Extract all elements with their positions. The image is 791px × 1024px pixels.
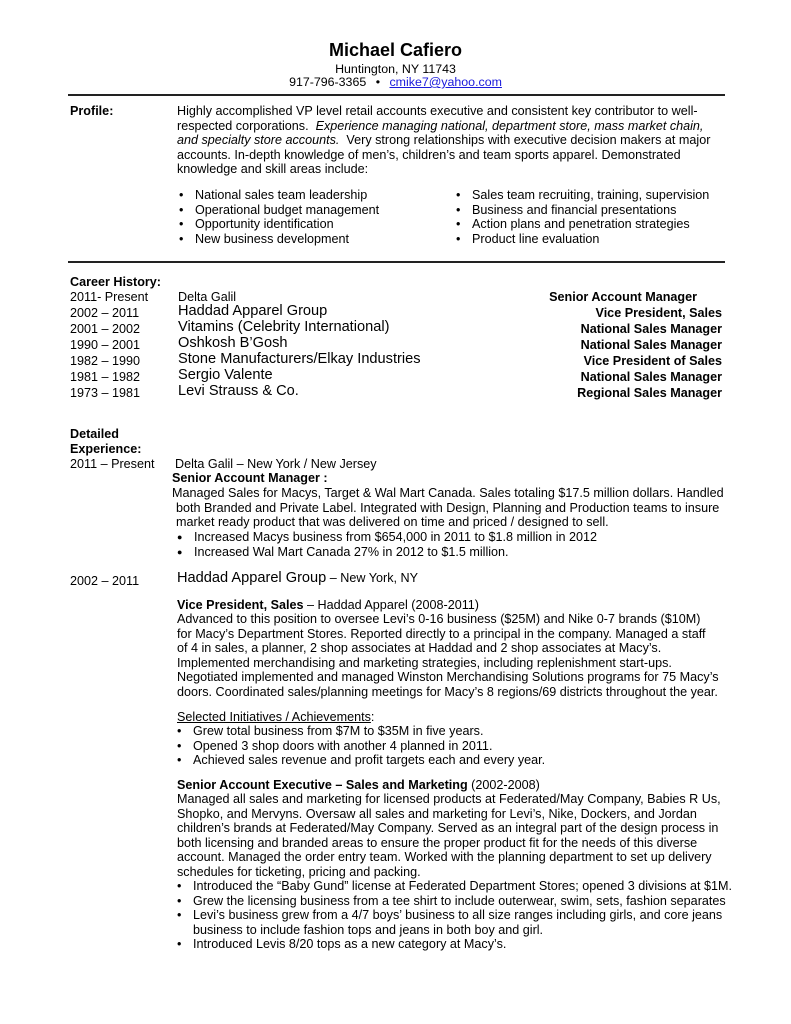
sae-line: schedules for ticketing, pricing and packing. <box>177 864 421 879</box>
history-title: National Sales Manager <box>580 338 722 352</box>
history-years: 2011- Present <box>70 290 149 304</box>
history-row <box>70 305 722 321</box>
vp-line: for Macy’s Department Stores. Reported directly to a principal in the company. Managed a staff <box>177 626 706 641</box>
history-years: 1981 – 1982 <box>70 370 141 384</box>
list-item: • Product line evaluation <box>454 232 709 247</box>
list-item: • Action plans and penetration strategies <box>454 217 709 232</box>
detailed-label-2: Experience: <box>70 442 142 456</box>
career-history-label: Career History: <box>70 275 161 289</box>
list-item: • Introduced Levis 8/20 tops as a new category at Macy’s. <box>175 937 732 952</box>
profile-line-2: respected corporations. Experience managing national, department store, mass market chain, <box>177 118 704 133</box>
list-item: • Grew the licensing business from a tee shirt to include outerwear, swim, sets, fashion separates <box>175 894 732 909</box>
history-company: Stone Manufacturers/Elkay Industries <box>178 351 421 367</box>
history-years: 1973 – 1981 <box>70 386 141 400</box>
detailed-label-1: Detailed <box>70 427 119 441</box>
delta-company: Delta Galil – New York / New Jersey <box>175 457 377 471</box>
sae-line: account. Managed the order entry team. Worked with the planning department to set up delivery <box>177 850 712 865</box>
sae-bullets <box>175 879 732 952</box>
haddad-years: 2002 – 2011 <box>70 574 140 588</box>
phone: 917-796-3365 <box>289 75 367 89</box>
sae-summary <box>177 792 721 880</box>
profile-line-3: and specialty store accounts. Very strong relationships with executive decision makers at major <box>177 133 711 148</box>
delta-summary <box>172 486 724 530</box>
history-years: 2002 – 2011 <box>70 306 140 320</box>
list-item: ● Increased Macys business from $654,000 in 2011 to $1.8 million in 2012 <box>176 530 597 545</box>
list-item: • New business development <box>177 232 379 247</box>
history-years: 2001 – 2002 <box>70 322 141 336</box>
list-item: • Opened 3 shop doors with another 4 planned in 2011. <box>175 739 545 754</box>
vp-subtitle: – Haddad Apparel (2008-2011) <box>303 598 479 612</box>
initiatives-list <box>175 724 545 768</box>
history-title: National Sales Manager <box>580 370 722 384</box>
delta-title: Senior Account Manager : <box>172 471 328 485</box>
delta-line: Managed Sales for Macys, Target & Wal Mart Canada. Sales totaling $17.5 million dollars. Handled <box>172 486 724 500</box>
initiatives-label: Selected Initiatives / Achievements <box>177 710 371 724</box>
sae-line: children’s brands at Federated/May Company. Served as an integral part of the design process in <box>177 821 719 836</box>
list-item: • Sales team recruiting, training, supervision <box>454 188 709 203</box>
history-company: Vitamins (Celebrity International) <box>178 319 390 335</box>
sae-title: Senior Account Executive – Sales and Marketing <box>177 778 468 792</box>
profile-text <box>177 104 737 177</box>
history-years: 1990 – 2001 <box>70 338 141 352</box>
list-item-continuation: business to include fashion tops and jeans in both boy and girl. <box>193 922 544 937</box>
history-title: National Sales Manager <box>580 322 722 336</box>
history-title: Senior Account Manager <box>549 290 697 304</box>
haddad-location: – New York, NY <box>326 571 418 585</box>
vp-summary <box>177 612 719 700</box>
profile-line-1: Highly accomplished VP level retail accounts executive and consistent key contributor to well- <box>177 104 698 118</box>
email-link[interactable]: cmike7@yahoo.com <box>389 75 502 89</box>
vp-line: Negotiated implemented and managed Winston Merchandising Solutions programs for 75 Macy’s <box>177 670 719 685</box>
history-row <box>70 353 722 369</box>
list-item: • Levi’s business grew from a 4/7 boys’ business to all size ranges including girls, and core jeans <box>175 908 732 923</box>
divider-top <box>68 94 725 96</box>
history-row <box>70 385 722 401</box>
sae-heading <box>177 778 540 793</box>
address: Huntington, NY 11743 <box>335 62 456 76</box>
list-item: • Achieved sales revenue and profit targets each and every year. <box>175 753 545 768</box>
list-item: • Opportunity identification <box>177 217 379 232</box>
history-company: Delta Galil <box>178 290 237 304</box>
vp-line: Advanced to this position to oversee Levi’s 0-16 business ($25M) and Nike 0-7 brands ($10M) <box>177 612 701 626</box>
history-company: Oshkosh B’Gosh <box>178 335 288 351</box>
vp-line: doors. Coordinated sales/planning meetings for Macy’s 8 regions/69 districts throughout the year. <box>177 684 718 699</box>
history-years: 1982 – 1990 <box>70 354 141 368</box>
list-item: • Introduced the “Baby Gund” license at Federated Department Stores; opened 3 divisions at $1M. <box>175 879 732 894</box>
history-title: Regional Sales Manager <box>577 386 722 400</box>
delta-line: market ready product that was delivered on time and priced / designed to sell. <box>176 515 609 530</box>
profile-line-5: knowledge and skill areas include: <box>177 162 369 177</box>
list-item: • Business and financial presentations <box>454 203 709 218</box>
separator: • <box>375 75 381 89</box>
sae-line: both licensing and branded areas to ensure the proper product fit for the needs of this diverse <box>177 835 698 850</box>
sae-line: Shopko, and Mervyns. Oversaw all sales and marketing for Levi’s, Nike, Dockers, and Jordan <box>177 806 697 821</box>
vp-line: Implemented merchandising and marketing strategies, including replenishment start-ups. <box>177 655 672 670</box>
skills-left-list <box>177 188 379 246</box>
vp-heading <box>177 598 479 613</box>
history-row <box>70 289 722 305</box>
history-title: Vice President, Sales <box>595 306 722 320</box>
list-item: ● Increased Wal Mart Canada 27% in 2012 to $1.5 million. <box>176 545 597 560</box>
initiatives-heading: Selected Initiatives / Achievements: <box>177 710 375 724</box>
delta-years: 2011 – Present <box>70 457 155 471</box>
skills-right-list <box>454 188 709 246</box>
divider-profile <box>68 261 725 263</box>
history-row <box>70 321 722 337</box>
haddad-company-line <box>177 571 418 586</box>
list-item: • National sales team leadership <box>177 188 379 203</box>
list-item: • Grew total business from $7M to $35M in five years. <box>175 724 545 739</box>
haddad-company: Haddad Apparel Group <box>177 570 327 586</box>
history-company: Haddad Apparel Group <box>178 303 328 319</box>
history-company: Levi Strauss & Co. <box>178 383 299 399</box>
delta-bullets <box>176 530 597 559</box>
vp-title: Vice President, Sales <box>177 598 304 612</box>
profile-line-4: accounts. In-depth knowledge of men’s, children’s and team sports apparel. Demonstrated <box>177 147 681 162</box>
vp-line: of 4 in sales, a planner, 2 shop associates at Haddad and 2 shop associates at Macy’s. <box>177 641 662 656</box>
history-company: Sergio Valente <box>178 367 273 383</box>
profile-label: Profile: <box>70 104 114 118</box>
delta-line: both Branded and Private Label. Integrated with Design, Planning and Production teams to insure <box>176 500 720 515</box>
sae-years: (2002-2008) <box>467 778 540 792</box>
list-item: • Operational budget management <box>177 203 379 218</box>
candidate-name: Michael Cafiero <box>328 40 463 60</box>
history-title: Vice President of Sales <box>583 354 722 368</box>
history-row <box>70 369 722 385</box>
contact-line <box>0 75 791 89</box>
sae-line: Managed all sales and marketing for licensed products at Federated/May Company, Babies R Us, <box>177 792 721 806</box>
